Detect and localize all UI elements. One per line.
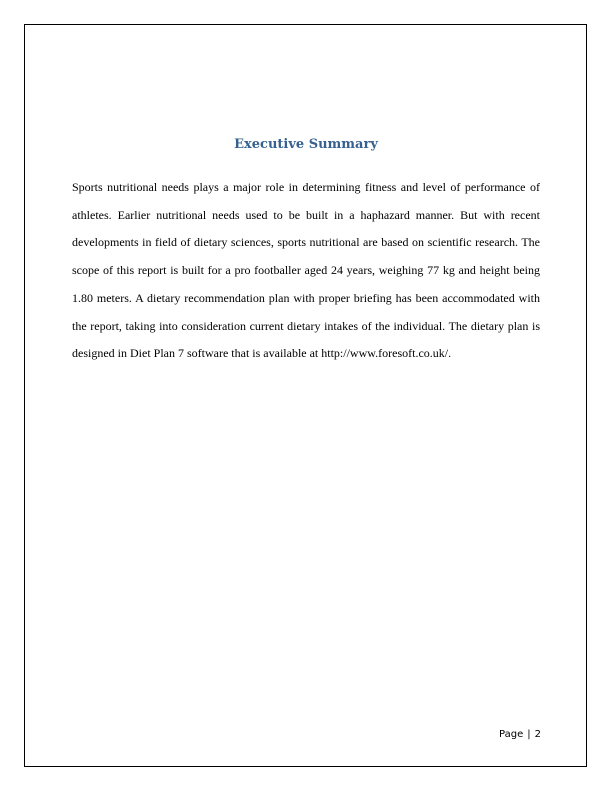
summary-paragraph: Sports nutritional needs plays a major role in determining fitness and level of performance of athletes. Earlier nutritional needs used to be built in a haphazard manner. But with recent developments in field of dietary sciences, sports nutritional are based on scientific research. The scope of this report is built for a pro footballer aged 24 years, weighing 77 kg and height being 1.80 meters. A dietary recommendation plan with proper briefing has been accommodated with the report, taking into consideration current dietary intakes of the individual. The dietary plan is designed in Diet Plan 7 software that is available at http://www.foresoft.co.uk/. <box>72 180 540 361</box>
page-footer <box>499 728 541 742</box>
page-label: Page <box>499 729 524 740</box>
page-number: 2 <box>534 729 541 740</box>
page-title: Executive Summary <box>234 137 378 152</box>
page-separator: | <box>527 729 531 740</box>
